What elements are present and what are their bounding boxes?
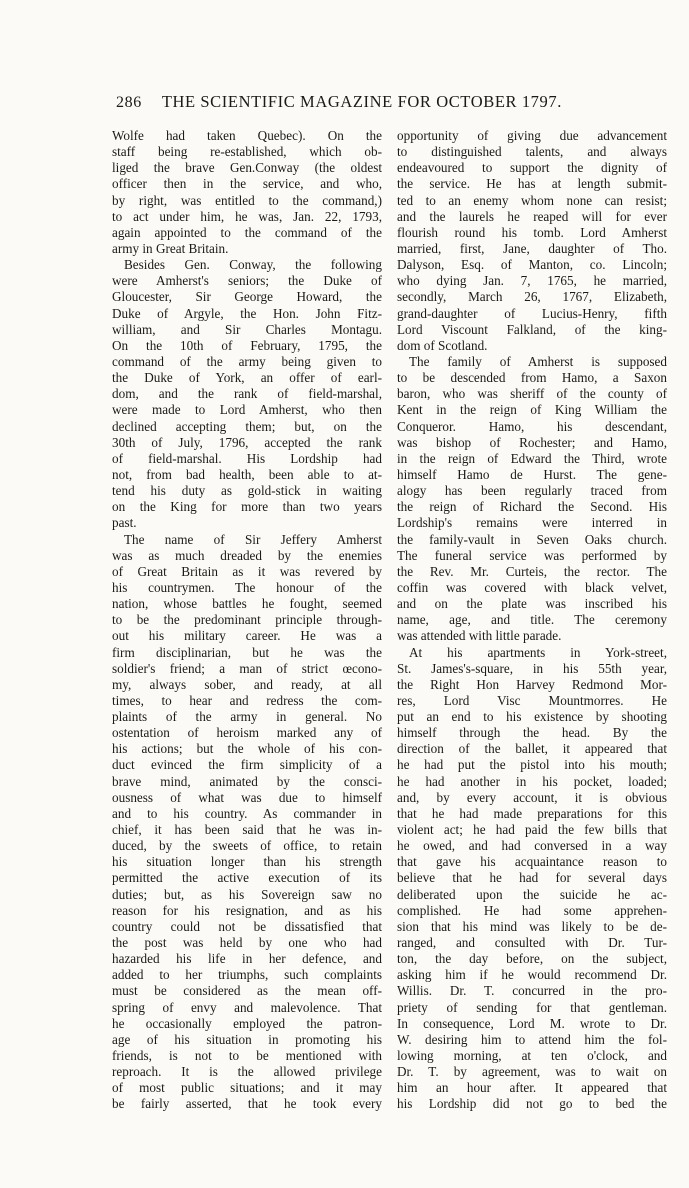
text-line: his situation longer than his strength bbox=[112, 854, 382, 870]
text-line: on the King for more than two years bbox=[112, 499, 382, 515]
text-line: were Amherst's seniors; the Duke of bbox=[112, 273, 382, 289]
text-line: was attended with little parade. bbox=[397, 628, 562, 644]
text-line: Besides Gen. Conway, the following bbox=[124, 257, 382, 273]
text-line: hazarded his life in her defence, and bbox=[112, 951, 382, 967]
text-line: and, by every account, it is obvious bbox=[397, 789, 667, 805]
text-line: opportunity of giving due advancement bbox=[397, 128, 667, 143]
page-number: 286 bbox=[116, 94, 142, 111]
text-line: duties; but, as his Sovereign saw no bbox=[112, 886, 382, 902]
text-line: reproach. It is the allowed privilege bbox=[112, 1064, 382, 1080]
text-line: out his military career. He was a bbox=[112, 628, 382, 644]
text-line: to be the predominant principle through- bbox=[112, 612, 382, 628]
text-line: complished. He had some apprehen- bbox=[397, 902, 667, 918]
text-line: age of his situation in promoting his bbox=[112, 1031, 382, 1047]
text-line: be fairly asserted, that he took every bbox=[112, 1096, 382, 1112]
text-line: were made to Lord Amherst, who then bbox=[112, 402, 382, 418]
left-text-column bbox=[112, 128, 382, 1113]
text-line: officer then in the service, and who, bbox=[112, 176, 382, 192]
text-line: him an hour after. It appeared that bbox=[397, 1080, 667, 1096]
text-line: himself through the head. By the bbox=[397, 725, 667, 741]
text-line: baron, who was sheriff of the county of bbox=[397, 386, 667, 402]
text-line: friends, is not to be mentioned with bbox=[112, 1048, 382, 1064]
text-line: grand-daughter of Lucius-Henry, fifth bbox=[397, 305, 667, 321]
text-line: res, Lord Visc Mountmorres. He bbox=[397, 692, 667, 708]
text-line: declined accepting them; but, on the bbox=[112, 418, 382, 434]
text-line: plaints of the army in general. No bbox=[112, 709, 382, 725]
text-line: endeavoured to support the dignity of bbox=[397, 160, 667, 176]
text-line: In consequence, Lord M. wrote to Dr. bbox=[397, 1015, 667, 1031]
text-line: not, from bad health, been able to at- bbox=[112, 466, 382, 482]
text-line: name, age, and title. The ceremony bbox=[397, 612, 667, 628]
text-line: direction of the ballet, it appeared that bbox=[397, 741, 667, 757]
text-line: command of the army being given to bbox=[112, 353, 382, 369]
right-text-column bbox=[397, 128, 667, 1113]
text-line: who dying Jan. 7, 1765, he married, bbox=[397, 273, 667, 289]
text-line: Willis. Dr. T. concurred in the pro- bbox=[397, 983, 667, 999]
text-line: permitted the active execution of its bbox=[112, 870, 382, 886]
text-line: violent act; he had paid the few bills that bbox=[397, 822, 667, 838]
text-line: ton, the day before, on the subject, bbox=[397, 951, 667, 967]
text-line: the Right Hon Harvey Redmond Mor- bbox=[397, 676, 667, 692]
text-line: put an end to his existence by shooting bbox=[397, 709, 667, 725]
text-line: deliberated upon the suicide he ac- bbox=[397, 886, 667, 902]
text-line: ranged, and consulted with Dr. Tur- bbox=[397, 935, 667, 951]
text-line: tend his duty as gold-stick in waiting bbox=[112, 483, 382, 499]
text-line: believe that he had for several days bbox=[397, 870, 667, 886]
text-line: priety of sending for that gentleman. bbox=[397, 999, 667, 1015]
text-line: and the laurels he reaped will for ever bbox=[397, 208, 667, 224]
text-line: he occasionally employed the patron- bbox=[112, 1015, 382, 1031]
text-line: married, first, Jane, daughter of Tho. bbox=[397, 240, 667, 256]
text-line: chief, it has been said that he was in- bbox=[112, 822, 382, 838]
text-line: soldier's friend; a man of strict œcono- bbox=[112, 660, 382, 676]
text-line: himself Hamo de Hurst. The gene- bbox=[397, 466, 667, 482]
text-line: duct evinced the firm simplicity of a bbox=[112, 757, 382, 773]
text-line: the post was held by one who had bbox=[112, 935, 382, 951]
text-line: Dalyson, Esq. of Manton, co. Lincoln; bbox=[397, 257, 667, 273]
text-line: the Rev. Mr. Curteis, the rector. The bbox=[397, 563, 667, 579]
text-line: william, and Sir Charles Montagu. bbox=[112, 321, 382, 337]
text-line: past. bbox=[112, 515, 137, 531]
text-line: sion that his mind was likely to be de- bbox=[397, 918, 667, 934]
text-line: to be descended from Hamo, a Saxon bbox=[397, 370, 667, 386]
text-line: the family-vault in Seven Oaks church. bbox=[397, 531, 667, 547]
text-line: coffin was covered with black velvet, bbox=[397, 579, 667, 595]
text-line: and to his country. As commander in bbox=[112, 805, 382, 821]
text-line: On the 10th of February, 1795, the bbox=[112, 337, 382, 353]
text-line: duced, by the sweets of office, to retain bbox=[112, 838, 382, 854]
running-title: THE SCIENTIFIC MAGAZINE FOR OCTOBER 1797. bbox=[161, 92, 562, 111]
text-line: reason for his resignation, and as his bbox=[112, 902, 382, 918]
text-line: W. desiring him to attend him the fol- bbox=[397, 1031, 667, 1047]
text-line: asking him if he would recommend Dr. bbox=[397, 967, 667, 983]
text-line: ostentation of heroism marked any of bbox=[112, 725, 382, 741]
text-line: his Lordship did not go to bed the bbox=[397, 1096, 667, 1112]
text-line: his actions; but the whole of his con- bbox=[112, 741, 382, 757]
text-line: ousness of what was due to himself bbox=[112, 789, 382, 805]
text-line: Lordship's remains were interred in bbox=[397, 515, 667, 531]
text-line: that gave his acquaintance reason to bbox=[397, 854, 667, 870]
text-line: liged the brave Gen.Conway (the oldest bbox=[112, 160, 382, 176]
text-line: again appointed to the command of the bbox=[112, 224, 382, 240]
text-line: 30th of July, 1796, accepted the rank bbox=[112, 434, 382, 450]
text-line: Wolfe had taken Quebec). On the bbox=[112, 128, 382, 143]
text-line: Dr. T. by agreement, was to wait on bbox=[397, 1064, 667, 1080]
text-line: to distinguished talents, and always bbox=[397, 144, 667, 160]
text-line: to act under him, he was, Jan. 22, 1793, bbox=[112, 208, 382, 224]
text-line: the service. He has at length submit- bbox=[397, 176, 667, 192]
text-line: The family of Amherst is supposed bbox=[409, 353, 667, 369]
text-line: he had another in his pocket, loaded; bbox=[397, 773, 667, 789]
text-line: my, always sober, and ready, at all bbox=[112, 676, 382, 692]
text-line: ted to an enemy whom none can resist; bbox=[397, 192, 667, 208]
text-line: must be considered as the mean off- bbox=[112, 983, 382, 999]
text-line: that he had made preparations for this bbox=[397, 805, 667, 821]
page-header bbox=[116, 92, 636, 116]
text-line: Gloucester, Sir George Howard, the bbox=[112, 289, 382, 305]
text-line: by right, was entitled to the command,) bbox=[112, 192, 382, 208]
text-line: the Duke of York, an offer of earl- bbox=[112, 370, 382, 386]
text-line: lowing morning, at ten o'clock, and bbox=[397, 1048, 667, 1064]
text-line: Conqueror. Hamo, his descendant, bbox=[397, 418, 667, 434]
text-line: Duke of Argyle, the Hon. John Fitz- bbox=[112, 305, 382, 321]
text-line: The name of Sir Jeffery Amherst bbox=[124, 531, 382, 547]
text-line: times, to hear and redress the com- bbox=[112, 692, 382, 708]
text-line: firm disciplinarian, but he was the bbox=[112, 644, 382, 660]
text-line: added to her triumphs, such complaints bbox=[112, 967, 382, 983]
text-line: secondly, March 26, 1767, Elizabeth, bbox=[397, 289, 667, 305]
text-line: of most public situations; and it may bbox=[112, 1080, 382, 1096]
text-line: of Great Britain as it was revered by bbox=[112, 563, 382, 579]
text-line: dom, and the rank of field-marshal, bbox=[112, 386, 382, 402]
text-line: of field-marshal. His Lordship had bbox=[112, 450, 382, 466]
text-line: country could not be dissatisfied that bbox=[112, 918, 382, 934]
text-line: flourish round his tomb. Lord Amherst bbox=[397, 224, 667, 240]
text-line: St. James's-square, in his 55th year, bbox=[397, 660, 667, 676]
text-line: army in Great Britain. bbox=[112, 240, 229, 256]
text-line: was as much dreaded by the enemies bbox=[112, 547, 382, 563]
text-line: The funeral service was performed by bbox=[397, 547, 667, 563]
text-line: dom of Scotland. bbox=[397, 337, 488, 353]
text-line: spring of envy and malevolence. That bbox=[112, 999, 382, 1015]
text-line: he owed, and had conversed in a way bbox=[397, 838, 667, 854]
text-line: nation, whose battles he fought, seemed bbox=[112, 596, 382, 612]
text-line: alogy has been regularly traced from bbox=[397, 483, 667, 499]
text-line: his countrymen. The honour of the bbox=[112, 579, 382, 595]
text-line: At his apartments in York-street, bbox=[409, 644, 667, 660]
text-line: Kent in the reign of King William the bbox=[397, 402, 667, 418]
text-line: staff being re-established, which ob- bbox=[112, 144, 382, 160]
text-line: and on the plate was inscribed his bbox=[397, 596, 667, 612]
text-line: brave mind, animated by the consci- bbox=[112, 773, 382, 789]
text-line: Lord Viscount Falkland, of the king- bbox=[397, 321, 667, 337]
text-line: the reign of Richard the Second. His bbox=[397, 499, 667, 515]
text-line: in the reign of Edward the Third, wrote bbox=[397, 450, 667, 466]
text-line: was bishop of Rochester; and Hamo, bbox=[397, 434, 667, 450]
text-line: he had put the pistol into his mouth; bbox=[397, 757, 667, 773]
